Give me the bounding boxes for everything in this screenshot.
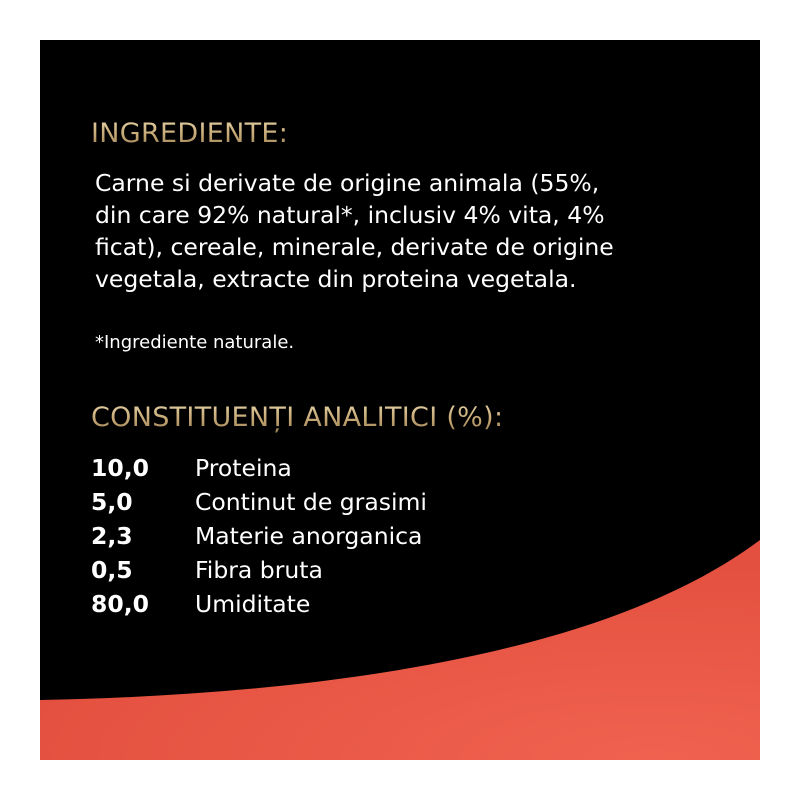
ingredients-line: Carne si derivate de origine animala (55%, — [95, 169, 600, 197]
analytics-label: Continut de grasimi — [195, 488, 427, 516]
analytics-row-protein — [91, 451, 427, 485]
ingredients-heading: INGREDIENTE: — [91, 118, 289, 149]
ingredients-line: ficat), cereale, minerale, derivate de origine — [95, 233, 614, 261]
analytics-value: 80,0 — [91, 590, 149, 618]
analytics-row-moisture — [91, 587, 427, 621]
analytics-label: Proteina — [195, 454, 292, 482]
analytics-row-ash — [91, 519, 427, 553]
ingredients-text — [95, 167, 715, 295]
ingredients-line: din care 92% natural*, inclusiv 4% vita, 4% — [95, 201, 605, 229]
analytics-row-fat — [91, 485, 427, 519]
analytics-value: 0,5 — [91, 556, 133, 584]
nutrition-panel — [40, 40, 760, 760]
analytics-table — [91, 451, 427, 621]
analytics-value: 5,0 — [91, 488, 133, 516]
analytics-value: 10,0 — [91, 454, 149, 482]
analytics-label: Fibra bruta — [195, 556, 323, 584]
ingredients-line: vegetala, extracte din proteina vegetala. — [95, 265, 577, 293]
analytics-value: 2,3 — [91, 522, 133, 550]
natural-ingredients-footnote: *Ingrediente naturale. — [95, 332, 295, 353]
analytics-heading: CONSTITUENȚI ANALITICI (%): — [91, 402, 504, 433]
analytics-row-fibre — [91, 553, 427, 587]
analytics-label: Umiditate — [195, 590, 311, 618]
analytics-label: Materie anorganica — [195, 522, 423, 550]
